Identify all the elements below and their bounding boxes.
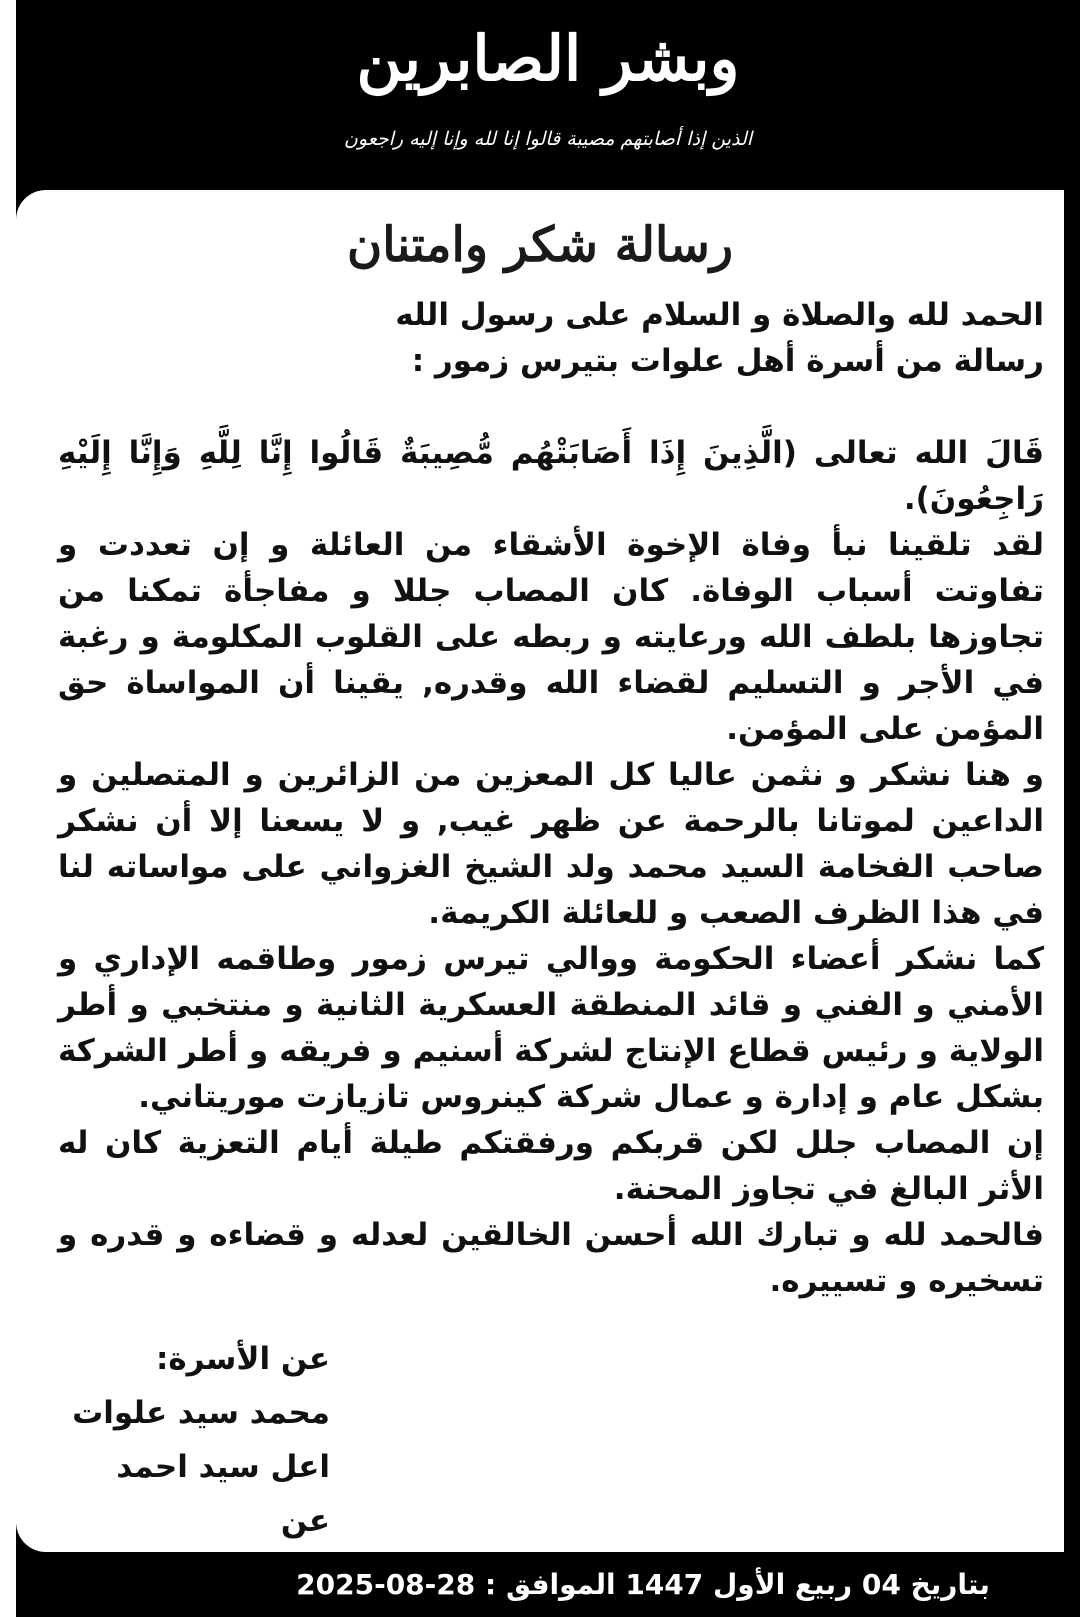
signature-line: عن الأسرة: (155, 1341, 330, 1377)
body-paragraph: لقد تلقينا نبأ وفاة الإخوة الأشقاء من العائلة و إن تعددت و تفاوتت أسباب الوفاة. كان المصاب جللا و مفاجأة تمكنا من تجاوزها بلطف الله ورعايته و ربطه على القلوب المكلومة و رغبة في الأجر و التسليم لقضاء الله وقدره, يقينا أن المواساة حق المؤمن على المؤمن. (58, 527, 1044, 747)
body-paragraph: إن المصاب جلل لكن قربكم ورفقتكم طيلة أيام التعزية كان له الأثر البالغ في تجاوز المحنة. (58, 1125, 1044, 1207)
quran-verse-paragraph: قَالَ الله تعالى (الَّذِينَ إِذَا أَصَابَتْهُم مُّصِيبَةٌ قَالُوا إِنَّا لِلَّهِ وَإِنَّا إِلَيْهِ رَاجِعُونَ). (58, 435, 1044, 517)
letter-card (16, 190, 1064, 1552)
body-paragraph: كما نشكر أعضاء الحكومة ووالي تيرس زمور وطاقمه الإداري و الأمني و الفني و قائد المنطقة العسكرية الثانية و منتخبي و أطر الولاية و رئيس قطاع الإنتاج لشركة أسنيم و فريقه و أطر الشركة بشكل عام و إدارة و عمال شركة كينروس تازيازت موريتاني. (58, 941, 1044, 1115)
body-paragraph: فالحمد لله و تبارك الله أحسن الخالقين لعدله و قضاءه و قدره و تسخيره و تسييره. (58, 1217, 1044, 1299)
footer-date-bar (16, 1552, 1080, 1617)
greeting-line: رسالة من أسرة أهل علوات بتيرس زمور : (411, 343, 1044, 379)
spacer (58, 384, 1044, 430)
signature-line: محمد سيد علوات (72, 1395, 330, 1431)
body-paragraph: و هنا نشكر و نثمن عاليا كل المعزين من الزائرين و المتصلين و الداعين لموتانا بالرحمة عن ظهر غيب, و لا يسعنا إلا أن نشكر صاحب الفخامة السيد محمد ولد الشيخ الغزواني على مواساته لنا في هذا الظرف الصعب و للعائلة الكريمة. (58, 757, 1044, 931)
letter-body (58, 292, 1044, 1304)
header-calligraphy: وبشر الصابرين (356, 22, 740, 95)
greeting-line: الحمد لله والصلاة و السلام على رسول الله (395, 297, 1044, 333)
footer-date: بتاريخ 04 ربيع الأول 1447 الموافق : 28-08-2025 (296, 1568, 990, 1601)
header-banner (16, 0, 1080, 190)
signature-line: اعل سيد احمد عن (116, 1449, 330, 1539)
signature-block (70, 1332, 330, 1548)
letter-title: رسالة شكر وامتنان (346, 217, 734, 273)
header-verse: الذين إذا أصابتهم مصيبة قالوا إنا لله وإنا إليه راجعون (343, 128, 753, 150)
